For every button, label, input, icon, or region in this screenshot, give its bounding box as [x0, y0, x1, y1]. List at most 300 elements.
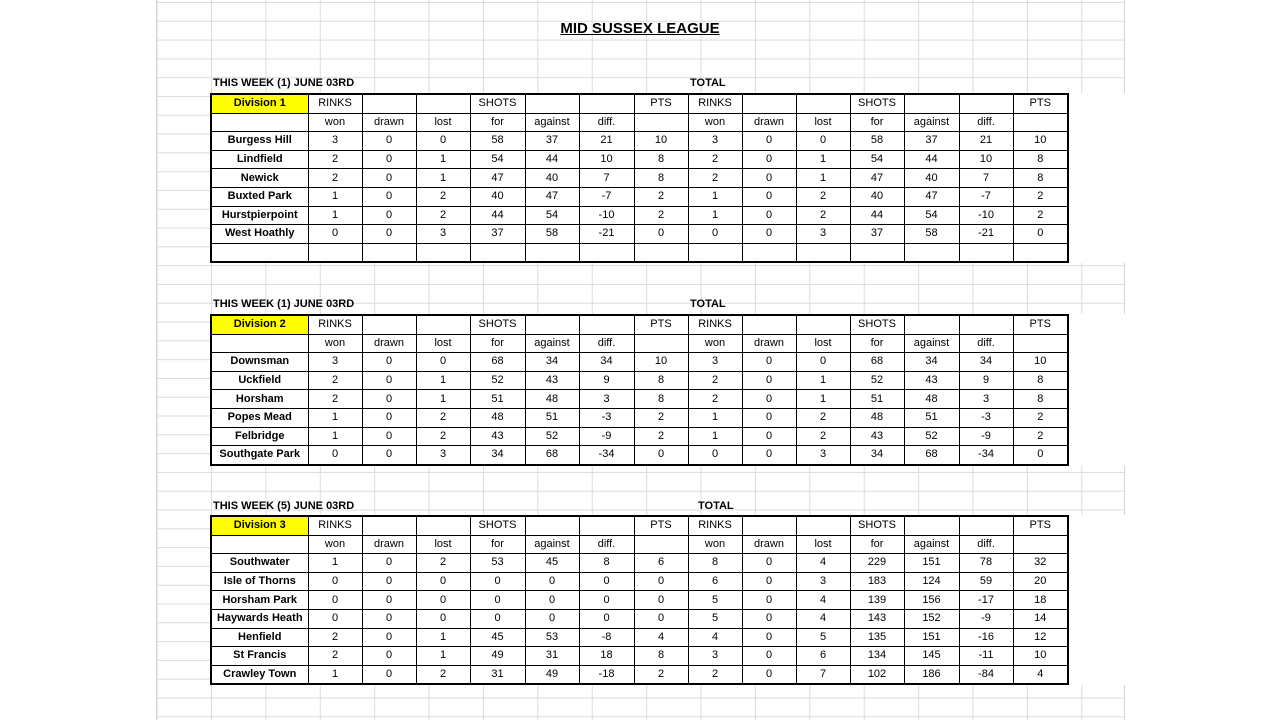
team-name: Hurstpierpoint — [211, 206, 308, 225]
week-diff-cell: 0 — [579, 591, 634, 610]
total-lost-cell: 3 — [796, 225, 850, 244]
total-shots-against-cell: 151 — [904, 628, 959, 647]
week-won-cell: 2 — [308, 628, 362, 647]
week-shots-for-cell: 54 — [470, 150, 525, 169]
header-row-columns — [211, 113, 1125, 132]
week-shots-against-cell: 58 — [525, 225, 579, 244]
total-lost-header: lost — [796, 334, 850, 353]
week-for-header: for — [470, 113, 525, 132]
total-shots-for-cell: 135 — [850, 628, 904, 647]
total-pts-header: PTS — [1013, 94, 1068, 113]
week-drawn-cell: 0 — [362, 225, 416, 244]
total-pts-cell: 10 — [1013, 132, 1068, 151]
total-diff-cell: -17 — [959, 591, 1013, 610]
week-won-cell: 3 — [308, 353, 362, 372]
week-drawn-cell: 0 — [362, 132, 416, 151]
total-shots-for-cell: 68 — [850, 353, 904, 372]
total-drawn-cell: 0 — [742, 591, 796, 610]
total-pts-cell: 8 — [1013, 150, 1068, 169]
week-won-cell: 2 — [308, 371, 362, 390]
division-3-table — [210, 515, 1126, 685]
week-drawn-cell: 0 — [362, 609, 416, 628]
week-shots-against-cell: 54 — [525, 206, 579, 225]
total-shots-for-cell: 51 — [850, 390, 904, 409]
table-row — [211, 150, 1125, 169]
total-for-header: for — [850, 535, 904, 554]
empty-header-cell — [742, 315, 796, 334]
total-won-cell: 4 — [688, 628, 742, 647]
total-diff-cell: -10 — [959, 206, 1013, 225]
team-name: Crawley Town — [211, 665, 308, 684]
week-shots-for-cell: 37 — [470, 225, 525, 244]
table-row — [211, 390, 1125, 409]
week-lost-cell: 0 — [416, 572, 470, 591]
week-diff-cell: 10 — [579, 150, 634, 169]
empty-header-cell — [416, 516, 470, 535]
week-shots-for-cell: 53 — [470, 554, 525, 573]
week-won-header: won — [308, 334, 362, 353]
total-diff-cell: 59 — [959, 572, 1013, 591]
team-name: Horsham Park — [211, 591, 308, 610]
week-drawn-cell: 0 — [362, 169, 416, 188]
total-won-cell: 3 — [688, 132, 742, 151]
empty-cell — [416, 243, 470, 262]
header-row-groups — [211, 315, 1125, 334]
week-pts-header: PTS — [634, 315, 688, 334]
total-drawn-cell: 0 — [742, 390, 796, 409]
empty-header-cell — [904, 516, 959, 535]
total-drawn-cell: 0 — [742, 225, 796, 244]
week-lost-cell: 0 — [416, 353, 470, 372]
week-diff-cell: -9 — [579, 427, 634, 446]
week-won-cell: 2 — [308, 647, 362, 666]
week-won-cell: 3 — [308, 132, 362, 151]
week-pts-cell: 0 — [634, 446, 688, 465]
total-diff-cell: -9 — [959, 609, 1013, 628]
empty-header-cell — [362, 94, 416, 113]
week-drawn-cell: 0 — [362, 591, 416, 610]
empty-header-cell — [579, 94, 634, 113]
week-won-cell: 0 — [308, 225, 362, 244]
total-lost-cell: 5 — [796, 628, 850, 647]
empty-header-cell — [1013, 334, 1068, 353]
total-won-cell: 0 — [688, 225, 742, 244]
total-shots-against-cell: 152 — [904, 609, 959, 628]
total-drawn-cell: 0 — [742, 408, 796, 427]
table-row — [211, 572, 1125, 591]
empty-header-cell — [525, 516, 579, 535]
total-against-header: against — [904, 334, 959, 353]
week-won-cell: 1 — [308, 665, 362, 684]
total-diff-cell: 9 — [959, 371, 1013, 390]
division-label: Division 1 — [211, 94, 308, 113]
week-lost-cell: 2 — [416, 206, 470, 225]
week-lost-cell: 1 — [416, 169, 470, 188]
total-diff-cell: 7 — [959, 169, 1013, 188]
week-lost-header: lost — [416, 113, 470, 132]
table-row — [211, 665, 1125, 684]
week-for-header: for — [470, 535, 525, 554]
total-won-cell: 8 — [688, 554, 742, 573]
week-won-cell: 0 — [308, 572, 362, 591]
total-diff-cell: -21 — [959, 225, 1013, 244]
week-diff-cell: -7 — [579, 187, 634, 206]
week-shots-against-cell: 34 — [525, 353, 579, 372]
total-shots-for-cell: 40 — [850, 187, 904, 206]
total-label-division-2: TOTAL — [690, 298, 726, 310]
week-shots-for-cell: 0 — [470, 572, 525, 591]
week-pts-cell: 0 — [634, 609, 688, 628]
empty-header-cell — [416, 315, 470, 334]
total-lost-cell: 2 — [796, 206, 850, 225]
total-shots-for-cell: 143 — [850, 609, 904, 628]
week-diff-cell: -34 — [579, 446, 634, 465]
week-diff-cell: 0 — [579, 572, 634, 591]
week-pts-cell: 2 — [634, 427, 688, 446]
total-rinks-header: RINKS — [688, 94, 742, 113]
empty-header-cell — [796, 315, 850, 334]
week-shots-header: SHOTS — [470, 315, 525, 334]
week-pts-cell: 2 — [634, 408, 688, 427]
week-pts-cell: 2 — [634, 665, 688, 684]
empty-header-cell — [211, 535, 308, 554]
week-drawn-cell: 0 — [362, 206, 416, 225]
week-diff-cell: -3 — [579, 408, 634, 427]
total-shots-against-cell: 44 — [904, 150, 959, 169]
header-row-groups — [211, 94, 1125, 113]
empty-header-cell — [525, 94, 579, 113]
total-shots-against-cell: 48 — [904, 390, 959, 409]
week-won-cell: 1 — [308, 554, 362, 573]
total-diff-cell: -9 — [959, 427, 1013, 446]
week-lost-cell: 3 — [416, 225, 470, 244]
empty-header-cell — [904, 94, 959, 113]
week-shots-against-cell: 0 — [525, 591, 579, 610]
week-rinks-header: RINKS — [308, 516, 362, 535]
week-diff-cell: 8 — [579, 554, 634, 573]
week-diff-cell: 7 — [579, 169, 634, 188]
week-diff-cell: -18 — [579, 665, 634, 684]
total-shots-against-cell: 54 — [904, 206, 959, 225]
week-lost-cell: 2 — [416, 554, 470, 573]
week-won-header: won — [308, 535, 362, 554]
total-drawn-header: drawn — [742, 113, 796, 132]
empty-header-cell — [211, 113, 308, 132]
week-diff-header: diff. — [579, 334, 634, 353]
week-drawn-cell: 0 — [362, 628, 416, 647]
team-name: Burgess Hill — [211, 132, 308, 151]
week-drawn-cell: 0 — [362, 390, 416, 409]
week-shots-against-cell: 31 — [525, 647, 579, 666]
week-shots-header: SHOTS — [470, 94, 525, 113]
week-won-cell: 2 — [308, 169, 362, 188]
total-won-cell: 2 — [688, 150, 742, 169]
total-lost-cell: 2 — [796, 408, 850, 427]
week-lost-cell: 0 — [416, 132, 470, 151]
week-shots-against-cell: 40 — [525, 169, 579, 188]
week-diff-cell: -10 — [579, 206, 634, 225]
empty-cell — [959, 243, 1013, 262]
team-name: Southwater — [211, 554, 308, 573]
empty-header-cell — [634, 113, 688, 132]
empty-header-cell — [634, 535, 688, 554]
empty-header-cell — [525, 315, 579, 334]
table-row — [211, 427, 1125, 446]
total-rinks-header: RINKS — [688, 516, 742, 535]
total-won-header: won — [688, 113, 742, 132]
week-lost-cell: 3 — [416, 446, 470, 465]
total-pts-cell: 2 — [1013, 408, 1068, 427]
week-drawn-cell: 0 — [362, 187, 416, 206]
week-shots-against-cell: 37 — [525, 132, 579, 151]
team-name: Buxted Park — [211, 187, 308, 206]
week-shots-against-cell: 43 — [525, 371, 579, 390]
week-shots-against-cell: 48 — [525, 390, 579, 409]
division-label: Division 3 — [211, 516, 308, 535]
total-pts-cell: 8 — [1013, 390, 1068, 409]
empty-cell — [362, 243, 416, 262]
table-row — [211, 446, 1125, 465]
empty-cell — [904, 243, 959, 262]
empty-cell — [1013, 243, 1068, 262]
total-shots-against-cell: 43 — [904, 371, 959, 390]
week-label-division-1: THIS WEEK (1) JUNE 03RD — [213, 77, 355, 89]
empty-cell — [850, 243, 904, 262]
empty-header-cell — [1013, 113, 1068, 132]
empty-header-cell — [579, 315, 634, 334]
week-lost-cell: 2 — [416, 427, 470, 446]
total-pts-cell: 0 — [1013, 446, 1068, 465]
week-drawn-cell: 0 — [362, 150, 416, 169]
empty-cell — [634, 243, 688, 262]
week-lost-cell: 1 — [416, 150, 470, 169]
team-name: Lindfield — [211, 150, 308, 169]
week-shots-against-cell: 49 — [525, 665, 579, 684]
empty-cell — [796, 243, 850, 262]
total-won-cell: 2 — [688, 390, 742, 409]
week-drawn-cell: 0 — [362, 353, 416, 372]
total-won-cell: 2 — [688, 169, 742, 188]
total-won-cell: 1 — [688, 408, 742, 427]
week-lost-cell: 1 — [416, 390, 470, 409]
total-against-header: against — [904, 113, 959, 132]
team-name: Isle of Thorns — [211, 572, 308, 591]
total-won-cell: 0 — [688, 446, 742, 465]
total-shots-for-cell: 37 — [850, 225, 904, 244]
total-drawn-cell: 0 — [742, 169, 796, 188]
total-drawn-cell: 0 — [742, 665, 796, 684]
total-pts-cell: 2 — [1013, 187, 1068, 206]
division-label: Division 2 — [211, 315, 308, 334]
table-row — [211, 408, 1125, 427]
total-label-division-3: TOTAL — [698, 500, 734, 512]
total-rinks-header: RINKS — [688, 315, 742, 334]
week-shots-for-cell: 0 — [470, 591, 525, 610]
total-shots-against-cell: 186 — [904, 665, 959, 684]
week-label-division-2: THIS WEEK (1) JUNE 03RD — [213, 298, 355, 310]
week-lost-header: lost — [416, 334, 470, 353]
total-shots-against-cell: 151 — [904, 554, 959, 573]
total-diff-cell: 78 — [959, 554, 1013, 573]
team-name: Henfield — [211, 628, 308, 647]
table-row — [211, 371, 1125, 390]
total-pts-cell: 8 — [1013, 371, 1068, 390]
empty-cell — [688, 243, 742, 262]
empty-cell — [525, 243, 579, 262]
total-lost-cell: 2 — [796, 187, 850, 206]
total-pts-cell: 12 — [1013, 628, 1068, 647]
week-shots-against-cell: 51 — [525, 408, 579, 427]
total-pts-cell: 14 — [1013, 609, 1068, 628]
week-shots-for-cell: 48 — [470, 408, 525, 427]
week-drawn-cell: 0 — [362, 647, 416, 666]
total-diff-header: diff. — [959, 113, 1013, 132]
week-drawn-header: drawn — [362, 334, 416, 353]
total-shots-for-cell: 58 — [850, 132, 904, 151]
week-pts-cell: 0 — [634, 225, 688, 244]
total-lost-cell: 2 — [796, 427, 850, 446]
total-diff-cell: -3 — [959, 408, 1013, 427]
week-shots-against-cell: 45 — [525, 554, 579, 573]
total-shots-against-cell: 145 — [904, 647, 959, 666]
empty-header-cell — [362, 516, 416, 535]
week-shots-for-cell: 68 — [470, 353, 525, 372]
total-lost-cell: 4 — [796, 609, 850, 628]
week-shots-against-cell: 53 — [525, 628, 579, 647]
week-pts-cell: 8 — [634, 647, 688, 666]
total-diff-cell: 10 — [959, 150, 1013, 169]
week-diff-cell: -8 — [579, 628, 634, 647]
week-shots-against-cell: 47 — [525, 187, 579, 206]
total-shots-against-cell: 68 — [904, 446, 959, 465]
team-name: Downsman — [211, 353, 308, 372]
week-for-header: for — [470, 334, 525, 353]
empty-header-cell — [742, 94, 796, 113]
week-diff-header: diff. — [579, 113, 634, 132]
week-drawn-cell: 0 — [362, 446, 416, 465]
week-won-cell: 0 — [308, 591, 362, 610]
table-row — [211, 169, 1125, 188]
empty-header-cell — [1013, 535, 1068, 554]
week-won-cell: 1 — [308, 427, 362, 446]
table-row — [211, 187, 1125, 206]
empty-cell — [742, 243, 796, 262]
team-name: Southgate Park — [211, 446, 308, 465]
table-row — [211, 591, 1125, 610]
total-drawn-cell: 0 — [742, 554, 796, 573]
total-diff-cell: -34 — [959, 446, 1013, 465]
week-lost-cell: 2 — [416, 187, 470, 206]
empty-header-cell — [742, 516, 796, 535]
week-won-cell: 1 — [308, 206, 362, 225]
week-rinks-header: RINKS — [308, 315, 362, 334]
total-shots-against-cell: 156 — [904, 591, 959, 610]
total-lost-cell: 4 — [796, 554, 850, 573]
week-shots-for-cell: 0 — [470, 609, 525, 628]
week-drawn-header: drawn — [362, 535, 416, 554]
week-drawn-cell: 0 — [362, 371, 416, 390]
total-drawn-cell: 0 — [742, 628, 796, 647]
week-pts-cell: 8 — [634, 169, 688, 188]
total-pts-cell: 0 — [1013, 225, 1068, 244]
total-lost-cell: 4 — [796, 591, 850, 610]
week-drawn-cell: 0 — [362, 554, 416, 573]
team-name: Horsham — [211, 390, 308, 409]
empty-header-cell — [796, 516, 850, 535]
week-pts-cell: 8 — [634, 371, 688, 390]
team-name: Popes Mead — [211, 408, 308, 427]
empty-cell — [470, 243, 525, 262]
week-shots-for-cell: 44 — [470, 206, 525, 225]
total-won-header: won — [688, 535, 742, 554]
week-against-header: against — [525, 113, 579, 132]
total-shots-for-cell: 48 — [850, 408, 904, 427]
week-won-cell: 0 — [308, 446, 362, 465]
empty-header-cell — [904, 315, 959, 334]
total-shots-against-cell: 124 — [904, 572, 959, 591]
division-1-table — [210, 93, 1126, 263]
total-lost-cell: 3 — [796, 572, 850, 591]
total-shots-for-cell: 183 — [850, 572, 904, 591]
total-diff-cell: -11 — [959, 647, 1013, 666]
total-diff-cell: -7 — [959, 187, 1013, 206]
team-name: St Francis — [211, 647, 308, 666]
total-won-cell: 1 — [688, 187, 742, 206]
total-pts-cell: 20 — [1013, 572, 1068, 591]
total-won-cell: 5 — [688, 609, 742, 628]
header-row-groups — [211, 516, 1125, 535]
week-shots-for-cell: 47 — [470, 169, 525, 188]
total-won-header: won — [688, 334, 742, 353]
empty-header-cell — [362, 315, 416, 334]
total-shots-for-cell: 54 — [850, 150, 904, 169]
week-pts-cell: 8 — [634, 390, 688, 409]
table-row — [211, 353, 1125, 372]
week-won-cell: 0 — [308, 609, 362, 628]
total-shots-for-cell: 43 — [850, 427, 904, 446]
total-shots-header: SHOTS — [850, 516, 904, 535]
total-drawn-cell: 0 — [742, 572, 796, 591]
week-drawn-cell: 0 — [362, 427, 416, 446]
table-row — [211, 628, 1125, 647]
week-lost-cell: 2 — [416, 665, 470, 684]
empty-header-cell — [634, 334, 688, 353]
page-title: MID SUSSEX LEAGUE — [560, 20, 720, 37]
total-pts-cell: 10 — [1013, 353, 1068, 372]
empty-header-cell — [959, 516, 1013, 535]
week-shots-for-cell: 49 — [470, 647, 525, 666]
total-diff-cell: -84 — [959, 665, 1013, 684]
total-won-cell: 2 — [688, 371, 742, 390]
total-shots-against-cell: 47 — [904, 187, 959, 206]
week-diff-cell: 34 — [579, 353, 634, 372]
table-row — [211, 647, 1125, 666]
total-drawn-cell: 0 — [742, 150, 796, 169]
week-shots-for-cell: 43 — [470, 427, 525, 446]
week-diff-cell: 0 — [579, 609, 634, 628]
total-shots-header: SHOTS — [850, 94, 904, 113]
header-row-columns — [211, 535, 1125, 554]
week-pts-cell: 2 — [634, 206, 688, 225]
table-row — [211, 206, 1125, 225]
total-lost-cell: 3 — [796, 446, 850, 465]
total-won-cell: 1 — [688, 206, 742, 225]
total-diff-cell: 34 — [959, 353, 1013, 372]
empty-header-cell — [579, 516, 634, 535]
total-shots-against-cell: 58 — [904, 225, 959, 244]
week-diff-cell: -21 — [579, 225, 634, 244]
empty-cell — [579, 243, 634, 262]
